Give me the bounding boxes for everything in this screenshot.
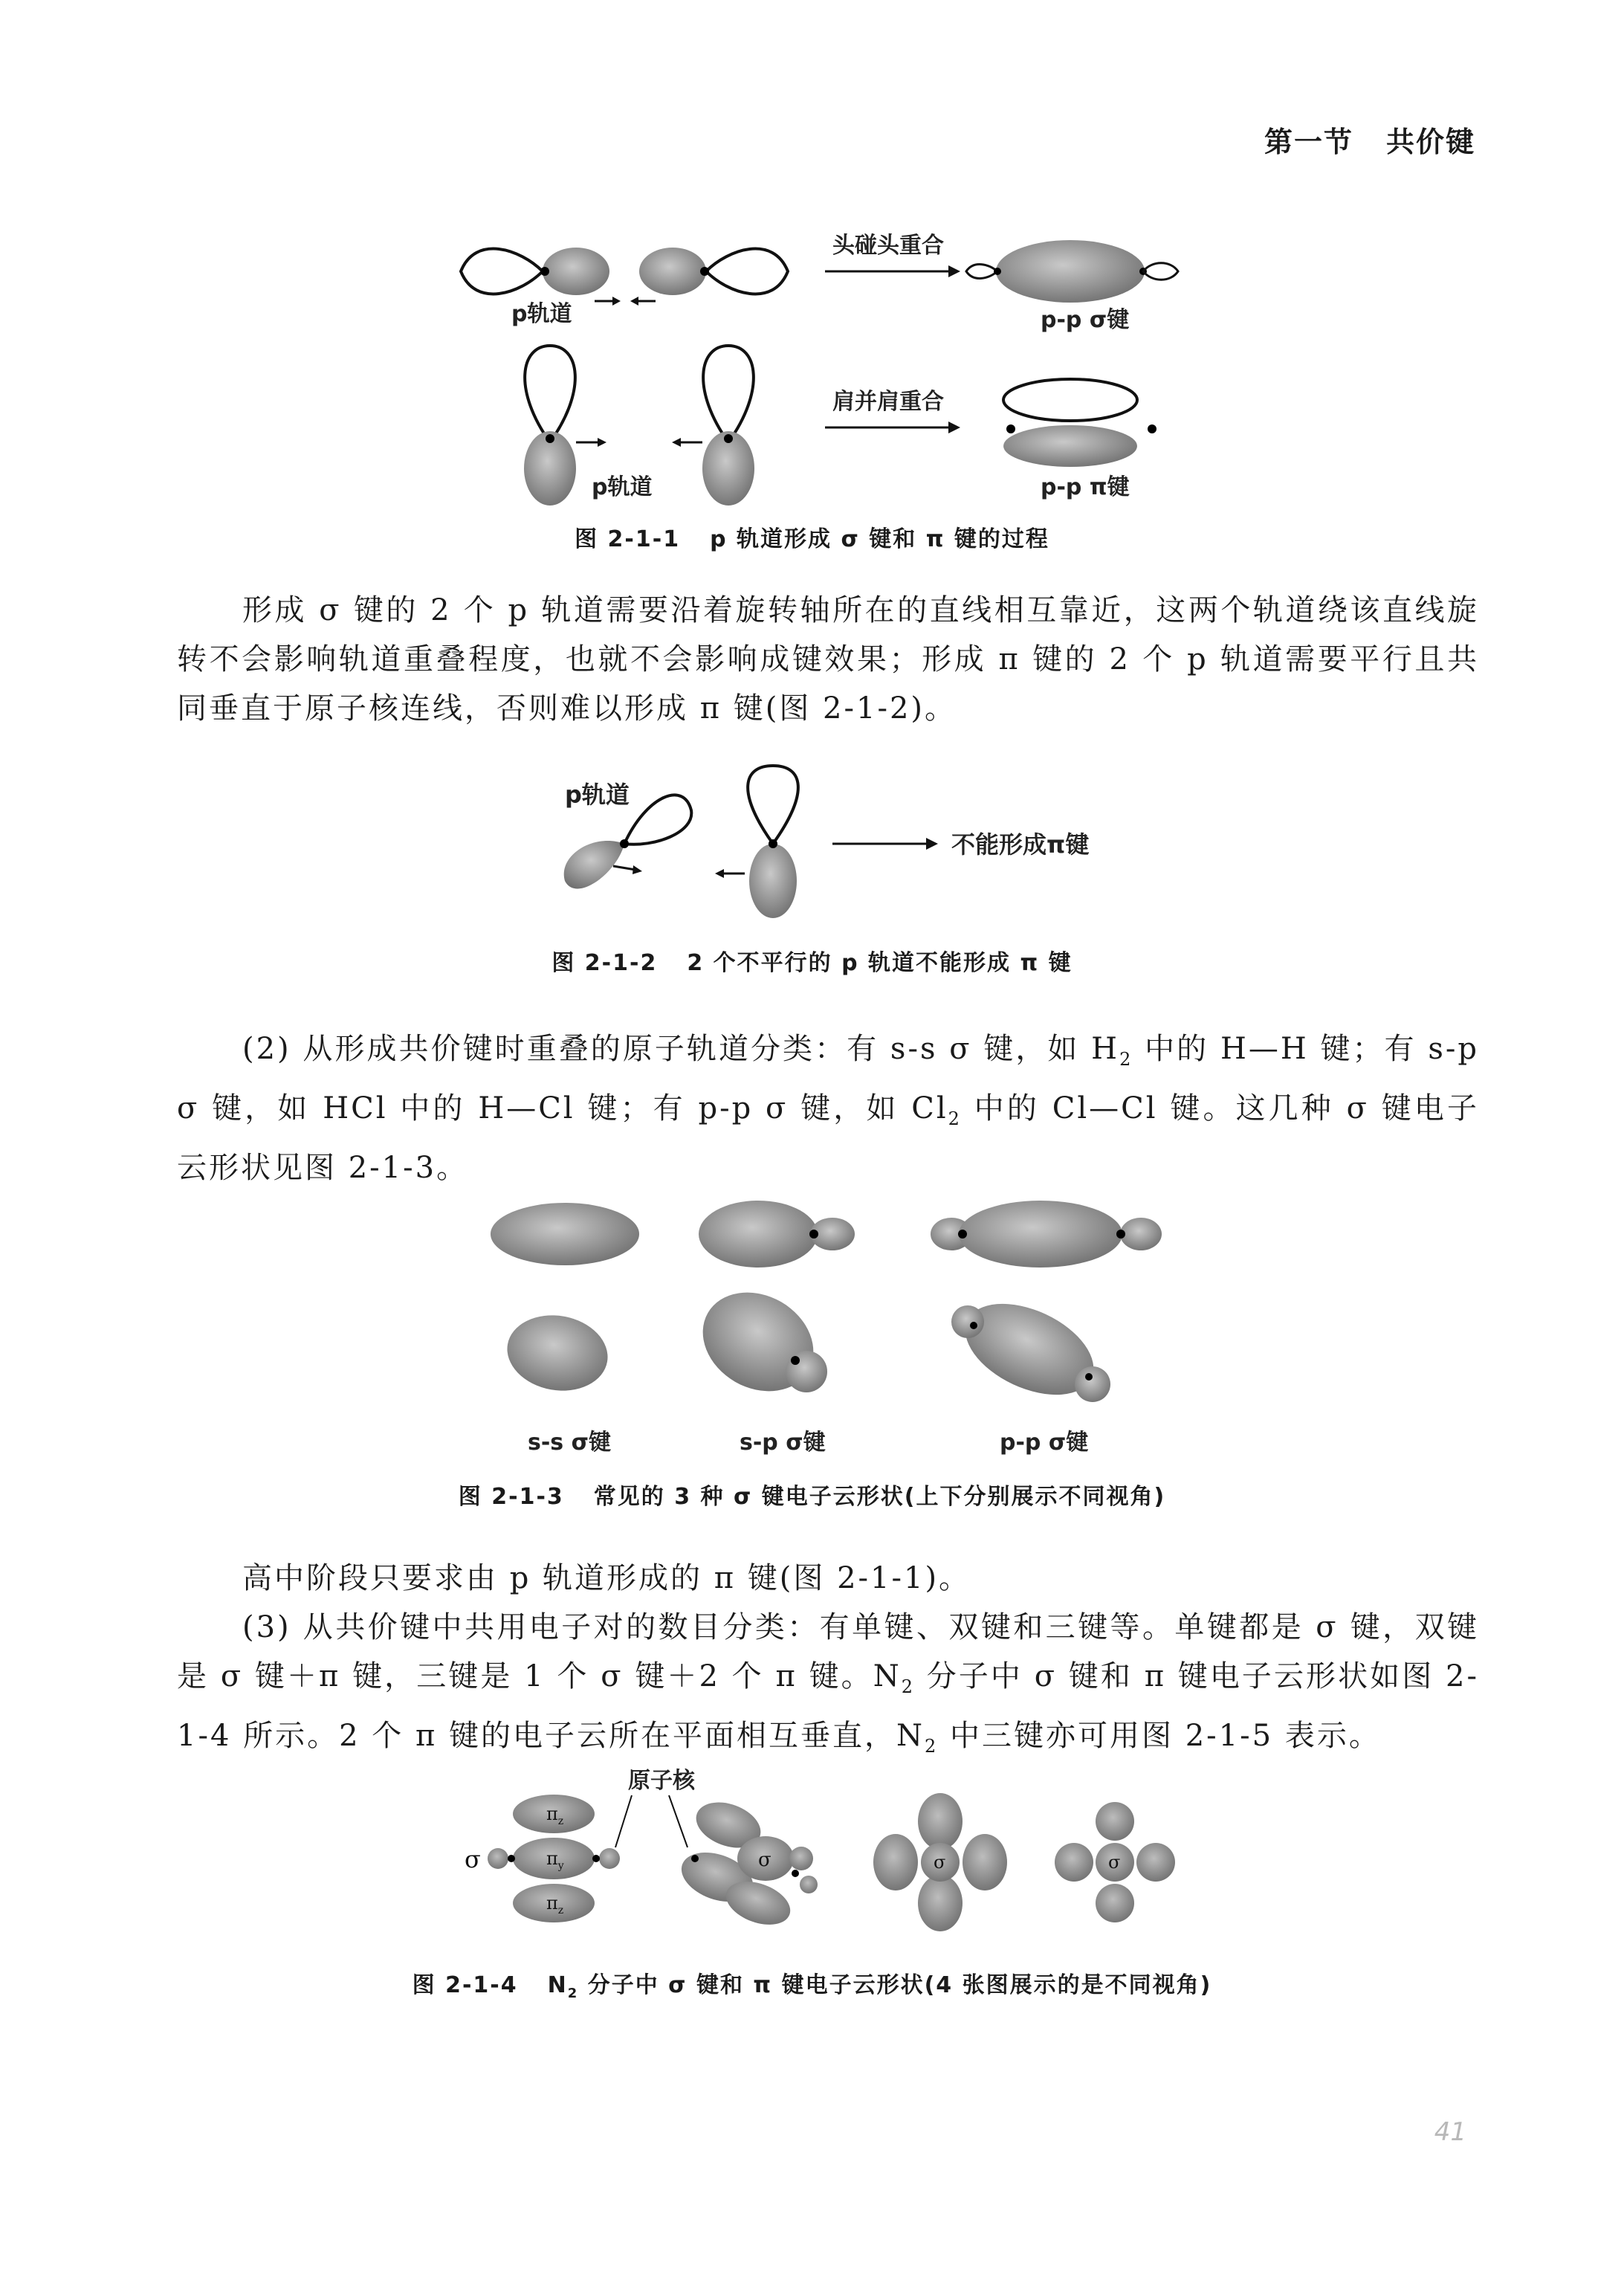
caption-number: 图 2-1-2 bbox=[551, 950, 658, 976]
p-orbital-top-left bbox=[461, 249, 543, 294]
caption-number: 图 2-1-3 bbox=[458, 1484, 564, 1510]
p-orbital-top-right-lobe bbox=[639, 248, 706, 295]
label-side-by-side: 肩并肩重合 bbox=[832, 389, 944, 415]
paragraph-3: 高中阶段只要求由 p 轨道形成的 π 键(图 2-1-1)。 bbox=[242, 1561, 971, 1595]
ss-sigma-top bbox=[491, 1203, 639, 1265]
label-p-orbital: p轨道 bbox=[565, 781, 630, 809]
figure-2-1-2 bbox=[535, 751, 1130, 929]
svg-text:πz: $\pi_z$ bbox=[546, 1804, 564, 1827]
caption-text: 分子中 σ 键和 π 键电子云形状(4 张图展示的是不同视角) bbox=[578, 1972, 1212, 1998]
label-sp-sigma: s-p σ键 bbox=[740, 1430, 826, 1456]
svg-text:σ: σ bbox=[1108, 1852, 1121, 1873]
caption-2-1-3 bbox=[0, 1478, 1624, 1511]
paragraph-2: (2) 从形成共价键时重叠的原子轨道分类：有 s-s σ 键，如 $H_2$ 中的 H—H 键；有 s-p σ 键，如 HCl 中的 H—Cl 键；有 p-p σ 键，如 $Cl_2$ 中的 Cl—Cl 键。这几种 σ 键电子云形状见图 2-1-3。 bbox=[177, 1032, 1479, 1185]
caption-2-1-4: 图 2-1-4 $N_2$ 分子中 σ 键和 π 键电子云形状(4 张图展示的是不同视角) bbox=[412, 1972, 1212, 2001]
caption-text: p 轨道形成 σ 键和 π 键的过程 bbox=[710, 526, 1049, 552]
pp-sigma-top bbox=[959, 1201, 1122, 1268]
paragraph-1: 形成 σ 键的 2 个 p 轨道需要沿着旋转轴所在的直线相互靠近，这两个轨道绕该直线旋转不会影响轨道重叠程度，也就不会影响成键效果；形成 π 键的 2 个 p 轨道需要平行且共同垂直于原子核连线，否则难以形成 π 键(图 2-1-2)。 bbox=[177, 593, 1479, 726]
sp-sigma-top bbox=[699, 1201, 818, 1268]
label-pp-sigma: p-p σ键 bbox=[1041, 307, 1130, 333]
caption-number: 图 2-1-4 bbox=[412, 1972, 518, 1998]
ss-sigma-bottom bbox=[501, 1308, 613, 1398]
caption-number: 图 2-1-1 bbox=[575, 526, 681, 552]
p-orbital-top-left-lobe bbox=[543, 248, 609, 295]
pp-sigma-cloud bbox=[996, 240, 1145, 303]
svg-text:πy: $\pi_y$ bbox=[546, 1848, 564, 1872]
caption-2-1-1 bbox=[0, 520, 1624, 553]
label-ss-sigma: s-s σ键 bbox=[528, 1430, 611, 1456]
label-p-orbital-top: p轨道 bbox=[511, 301, 572, 327]
label-sigma: σ bbox=[465, 1845, 481, 1873]
header-title: 共价键 bbox=[1385, 126, 1475, 158]
label-pp-sigma: p-p σ键 bbox=[1000, 1430, 1089, 1456]
svg-text:σ: σ bbox=[934, 1852, 946, 1873]
header-section: 第一节 bbox=[1264, 126, 1353, 158]
figure-2-1-3 bbox=[476, 1182, 1189, 1465]
label-p-orbital-bottom: p轨道 bbox=[592, 474, 653, 500]
page-number: 41 bbox=[1434, 2117, 1466, 2147]
caption-text: 常见的 3 种 σ 键电子云形状(上下分别展示不同视角) bbox=[593, 1484, 1166, 1510]
label-nucleus: 原子核 bbox=[628, 1768, 695, 1794]
paragraph-4: (3) 从共价键中共用电子对的数目分类：有单键、双键和三键等。单键都是 σ 键，双键是 σ 键＋π 键，三键是 1 个 σ 键＋2 个 π 键。$N_2$ 分子中 σ 键和 π 键电子云形状如图 2-1-4 所示。2 个 π 键的电子云所在平面相互垂直，$N_2$ 中三键亦可用图 2-1-5 表示。 bbox=[177, 1610, 1479, 1757]
label-pp-pi: p-p π键 bbox=[1041, 474, 1130, 500]
label-cannot-form-pi: 不能形成π键 bbox=[951, 830, 1090, 859]
running-header bbox=[1264, 119, 1475, 160]
caption-text: 2 个不平行的 p 轨道不能形成 π 键 bbox=[687, 950, 1073, 976]
svg-text:σ: σ bbox=[758, 1849, 771, 1871]
svg-text:πz: $\pi_z$ bbox=[546, 1893, 564, 1917]
figure-2-1-4 bbox=[446, 1762, 1204, 1955]
pp-pi-cloud bbox=[1003, 425, 1137, 467]
figure-2-1-1 bbox=[446, 219, 1204, 517]
label-head-to-head: 头碰头重合 bbox=[832, 233, 944, 259]
caption-2-1-2 bbox=[0, 944, 1624, 977]
